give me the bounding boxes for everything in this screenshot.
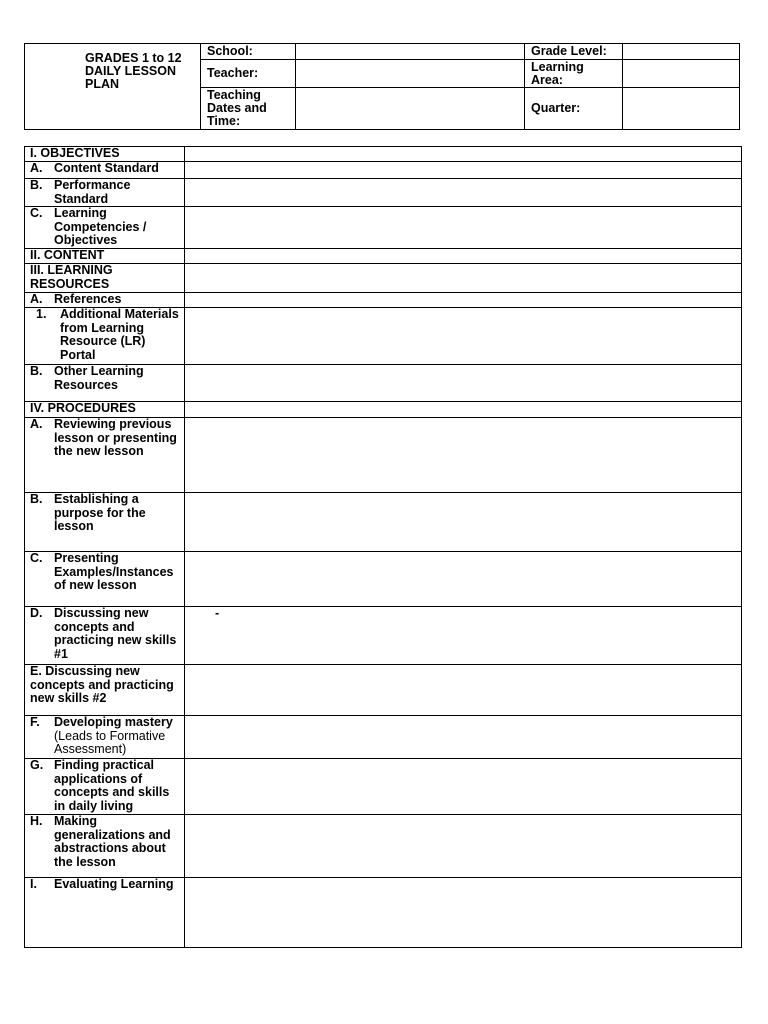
row-label-objectives: I. OBJECTIVES xyxy=(25,147,185,162)
table-row xyxy=(25,402,742,418)
table-row xyxy=(25,607,742,665)
row-label-content: II. CONTENT xyxy=(25,249,185,264)
table-row xyxy=(25,365,742,402)
dates-field[interactable] xyxy=(296,88,525,130)
references-field[interactable] xyxy=(185,293,742,308)
school-label: School: xyxy=(201,44,296,60)
performance-standard-field[interactable] xyxy=(185,179,742,207)
learning-area-label: Learning Area: xyxy=(525,60,623,88)
grade-level-label: Grade Level: xyxy=(525,44,623,60)
reviewing-field[interactable] xyxy=(185,418,742,493)
objectives-field[interactable] xyxy=(185,147,742,162)
table-row xyxy=(25,308,742,365)
table-row xyxy=(25,418,742,493)
table-row xyxy=(25,147,742,162)
row-label-reviewing: A. Reviewing previous lesson or presenting the new lesson xyxy=(25,418,185,493)
content-field[interactable] xyxy=(185,249,742,264)
teacher-field[interactable] xyxy=(296,60,525,88)
table-row xyxy=(25,207,742,249)
quarter-field[interactable] xyxy=(623,88,740,130)
teacher-label: Teacher: xyxy=(201,60,296,88)
establishing-field[interactable] xyxy=(185,493,742,552)
learning-area-field[interactable] xyxy=(623,60,740,88)
table-row xyxy=(25,293,742,308)
row-label-evaluating: I. Evaluating Learning xyxy=(25,878,185,948)
table-row xyxy=(25,264,742,293)
row-label-making: H. Making generalizations and abstractions about the lesson xyxy=(25,815,185,878)
school-field[interactable] xyxy=(296,44,525,60)
row-label-performance-standard: B. Performance Standard xyxy=(25,179,185,207)
row-label-procedures: IV. PROCEDURES xyxy=(25,402,185,418)
table-row xyxy=(25,162,742,179)
table-row xyxy=(25,665,742,716)
lesson-plan-table xyxy=(24,146,742,948)
row-label-finding: G. Finding practical applications of concepts and skills in daily living xyxy=(25,759,185,815)
row-label-learning-resources: III. LEARNING RESOURCES xyxy=(25,264,185,293)
row-label-presenting: C. Presenting Examples/Instances of new lesson xyxy=(25,552,185,607)
developing-note: (Leads to Formative Assessment) xyxy=(54,728,166,757)
row-label-additional-materials: 1. Additional Materials from Learning Resource (LR) Portal xyxy=(25,308,185,365)
developing-field[interactable] xyxy=(185,716,742,759)
dash-mark: - xyxy=(215,606,220,621)
content-standard-field[interactable] xyxy=(185,162,742,179)
other-resources-field[interactable] xyxy=(185,365,742,402)
quarter-label: Quarter: xyxy=(525,88,623,130)
row-label-discussing-2: E. Discussing new concepts and practicing new skills #2 xyxy=(25,665,185,716)
lesson-plan-title: GRADES 1 to 12 DAILY LESSON PLAN xyxy=(25,44,201,130)
row-label-other-resources: B. Other Learning Resources xyxy=(25,365,185,402)
finding-field[interactable] xyxy=(185,759,742,815)
row-label-learning-competencies: C. Learning Competencies / Objectives xyxy=(25,207,185,249)
row-label-content-standard: A. Content Standard xyxy=(25,162,185,179)
procedures-field[interactable] xyxy=(185,402,742,418)
learning-competencies-field[interactable] xyxy=(185,207,742,249)
discussing-2-field[interactable] xyxy=(185,665,742,716)
table-row xyxy=(25,815,742,878)
making-field[interactable] xyxy=(185,815,742,878)
table-row xyxy=(25,249,742,264)
table-row xyxy=(25,179,742,207)
table-row xyxy=(25,716,742,759)
grade-level-field[interactable] xyxy=(623,44,740,60)
dates-label: Teaching Dates and Time: xyxy=(201,88,296,130)
row-label-developing: F. Developing mastery (Leads to Formative Assessment) xyxy=(25,716,185,759)
row-label-discussing-1: D. Discussing new concepts and practicing new skills #1 xyxy=(25,607,185,665)
table-row xyxy=(25,493,742,552)
discussing-1-field[interactable] xyxy=(185,607,742,665)
presenting-field[interactable] xyxy=(185,552,742,607)
additional-materials-field[interactable] xyxy=(185,308,742,365)
row-label-establishing: B. Establishing a purpose for the lesson xyxy=(25,493,185,552)
table-row xyxy=(25,759,742,815)
row-label-references: A. References xyxy=(25,293,185,308)
evaluating-field[interactable] xyxy=(185,878,742,948)
learning-resources-field[interactable] xyxy=(185,264,742,293)
header-table xyxy=(24,43,740,130)
table-row xyxy=(25,552,742,607)
table-row xyxy=(25,878,742,948)
